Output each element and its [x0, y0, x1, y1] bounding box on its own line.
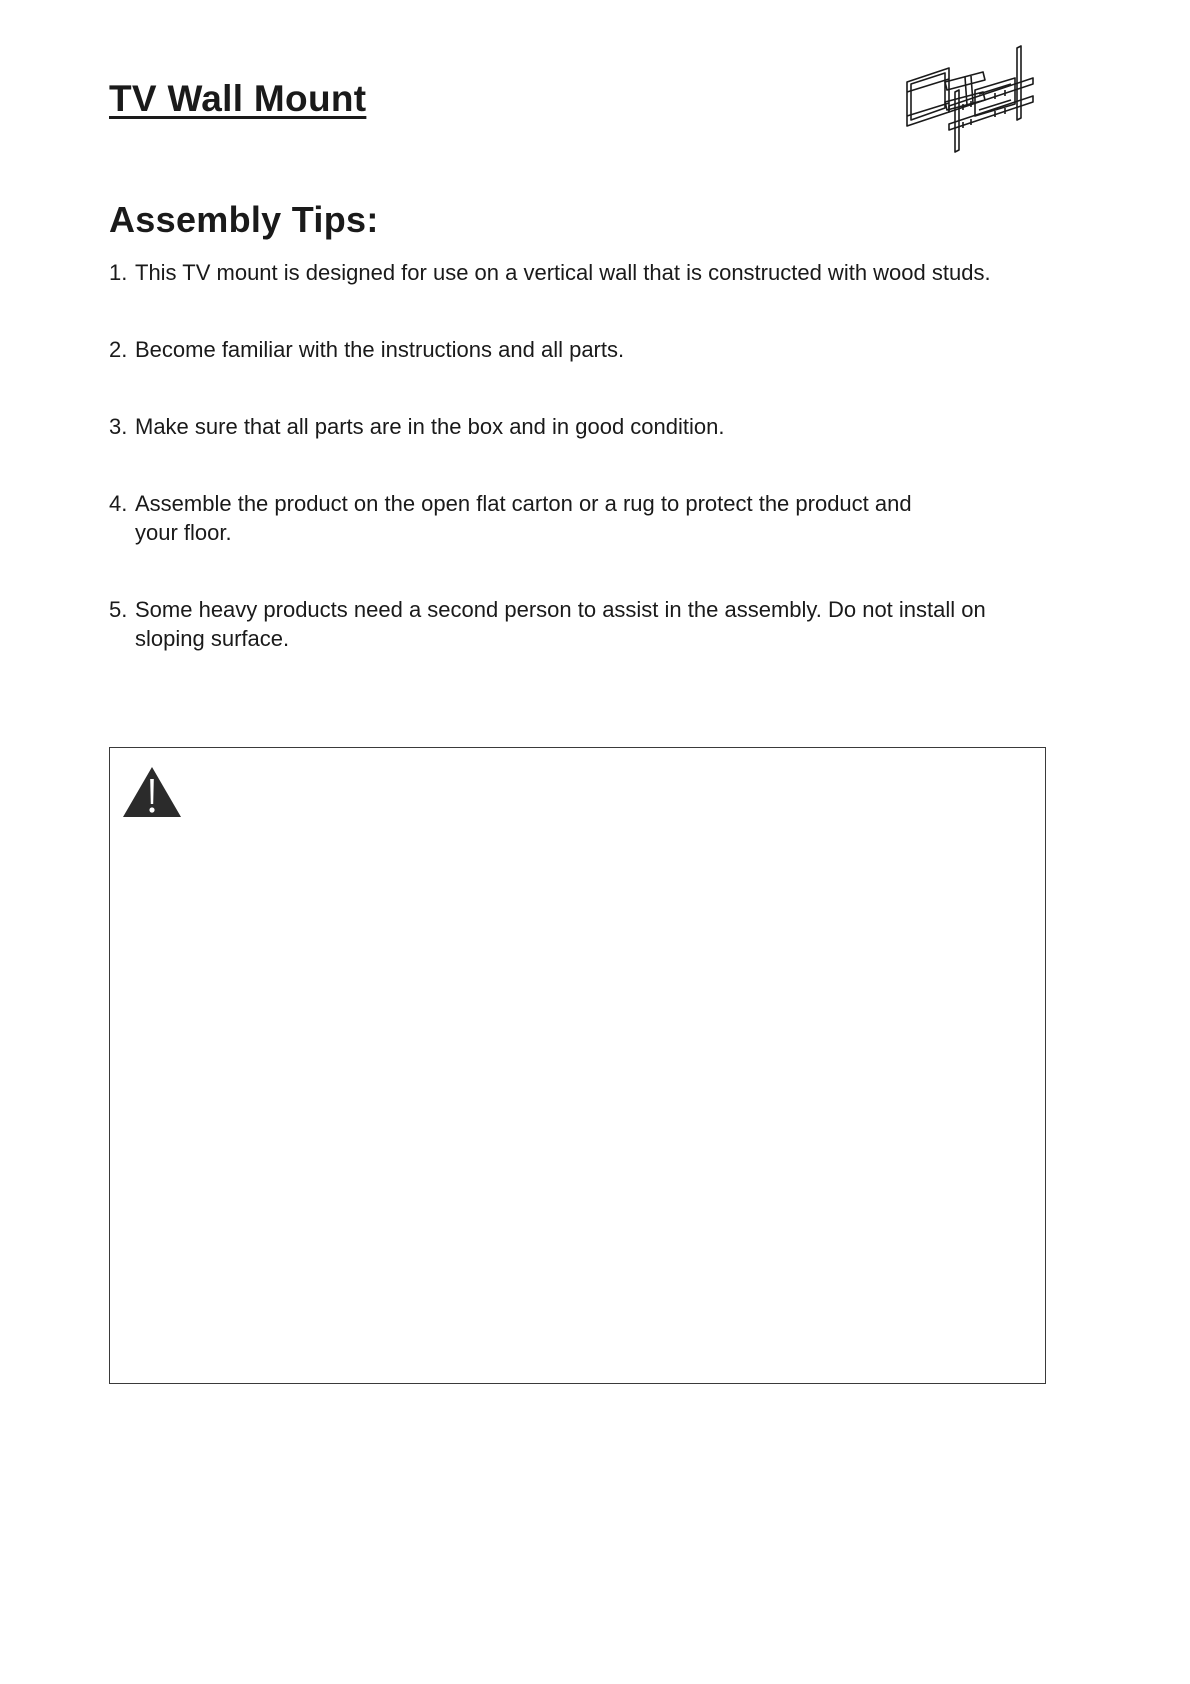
tip-number: 4. — [109, 491, 128, 516]
tip-item-2 — [109, 335, 624, 364]
tip-text-continued: sloping surface. — [135, 626, 290, 651]
tip-text: Some heavy products need a second person to assist in the assembly. Do not install on — [135, 597, 986, 622]
tip-number: 2. — [109, 337, 128, 362]
warning-icon — [122, 766, 182, 818]
page-title: TV Wall Mount — [109, 78, 367, 119]
tip-item-1 — [109, 258, 991, 287]
tip-number: 5. — [109, 597, 128, 622]
warning-box — [109, 747, 1046, 1384]
tip-text: Become familiar with the instructions and all parts. — [135, 337, 625, 362]
tip-text-continued: your floor. — [135, 520, 232, 545]
tip-text: Make sure that all parts are in the box and in good condition. — [135, 414, 725, 439]
tip-item-4 — [109, 489, 912, 547]
tip-number: 1. — [109, 260, 128, 285]
tip-text: Assemble the product on the open flat carton or a rug to protect the product and — [135, 491, 912, 516]
assembly-tips-heading: Assembly Tips: — [109, 199, 379, 240]
tip-number: 3. — [109, 414, 128, 439]
tip-item-5 — [109, 595, 986, 653]
tip-text: This TV mount is designed for use on a vertical wall that is constructed with wood studs. — [135, 260, 991, 285]
tv-wall-mount-icon — [905, 42, 1037, 157]
tip-item-3 — [109, 412, 724, 441]
